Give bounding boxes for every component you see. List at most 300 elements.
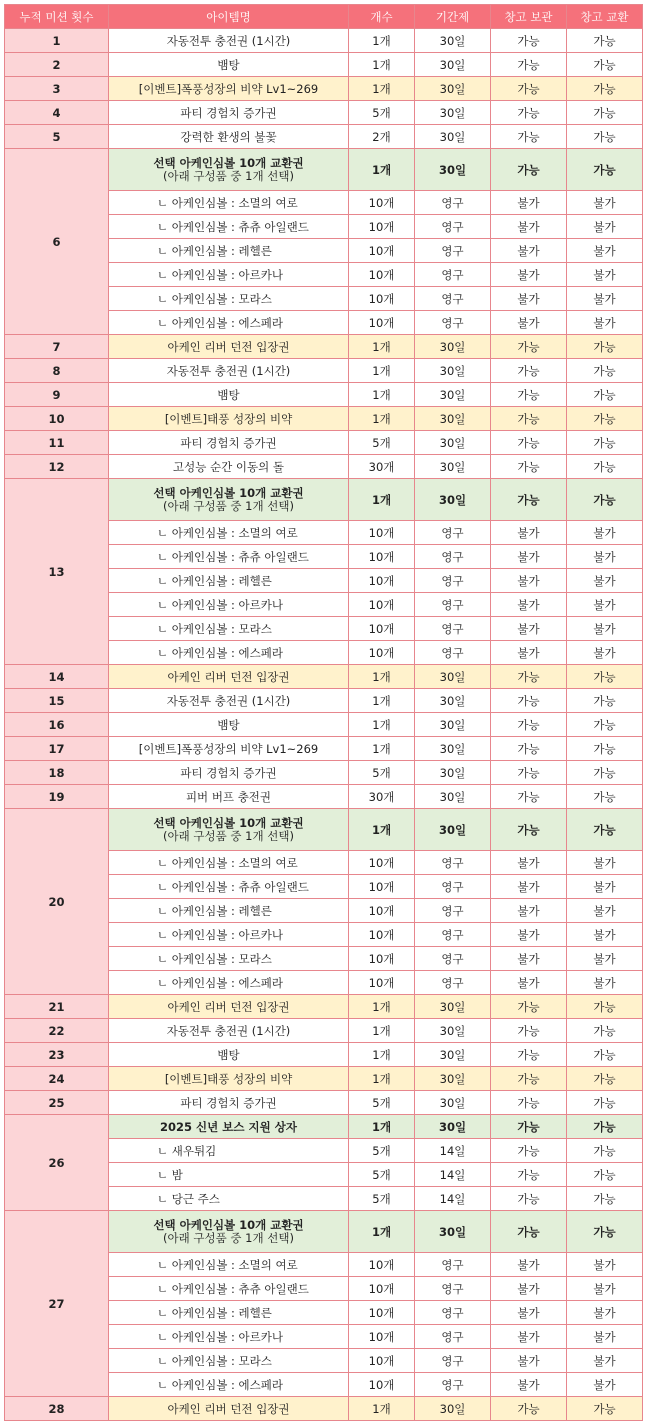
storage-cell: 가능: [491, 1043, 567, 1067]
quantity-cell: 10개: [349, 617, 415, 641]
exchange-cell: 불가: [567, 545, 643, 569]
exchange-cell: 불가: [567, 971, 643, 995]
exchange-cell: 가능: [567, 785, 643, 809]
quantity-cell: 5개: [349, 1163, 415, 1187]
exchange-cell: 불가: [567, 641, 643, 665]
quantity-cell: 1개: [349, 1067, 415, 1091]
quantity-cell: 1개: [349, 1211, 415, 1253]
mission-number-cell: 19: [5, 785, 109, 809]
exchange-cell: 가능: [567, 737, 643, 761]
mission-number-cell: 12: [5, 455, 109, 479]
table-row: [5, 689, 643, 713]
table-row: [5, 1211, 643, 1253]
table-row: [5, 995, 643, 1019]
period-cell: 영구: [415, 851, 491, 875]
exchange-cell: 가능: [567, 101, 643, 125]
period-cell: 영구: [415, 191, 491, 215]
mission-number-cell: 13: [5, 479, 109, 665]
storage-cell: 불가: [491, 263, 567, 287]
item-name-cell: 2025 신년 보스 지원 상자: [109, 1115, 349, 1139]
quantity-cell: 10개: [349, 923, 415, 947]
storage-cell: 가능: [491, 713, 567, 737]
exchange-cell: 가능: [567, 1211, 643, 1253]
item-name-cell: 피버 버프 충전권: [109, 785, 349, 809]
table-row: [5, 1091, 643, 1115]
item-name-text: 선택 아케인심볼 10개 교환권: [153, 816, 304, 830]
table-row: [5, 1043, 643, 1067]
exchange-cell: 불가: [567, 521, 643, 545]
exchange-cell: 가능: [567, 431, 643, 455]
exchange-cell: 가능: [567, 713, 643, 737]
mission-number-cell: 4: [5, 101, 109, 125]
table-row: [5, 761, 643, 785]
mission-number-cell: 5: [5, 125, 109, 149]
quantity-cell: 30개: [349, 785, 415, 809]
item-name-cell: ㄴ 아케인심볼 : 소멸의 여로: [109, 851, 349, 875]
mission-number-cell: 6: [5, 149, 109, 335]
period-cell: 30일: [415, 77, 491, 101]
quantity-cell: 5개: [349, 761, 415, 785]
storage-cell: 불가: [491, 1253, 567, 1277]
exchange-cell: 불가: [567, 215, 643, 239]
quantity-cell: 10개: [349, 215, 415, 239]
quantity-cell: 1개: [349, 407, 415, 431]
storage-cell: 불가: [491, 899, 567, 923]
period-cell: 30일: [415, 335, 491, 359]
storage-cell: 불가: [491, 1349, 567, 1373]
period-cell: 30일: [415, 761, 491, 785]
period-cell: 30일: [415, 455, 491, 479]
item-name-cell: ㄴ 아케인심볼 : 츄츄 아일랜드: [109, 215, 349, 239]
item-name-cell: ㄴ 새우튀김: [109, 1139, 349, 1163]
exchange-cell: 불가: [567, 593, 643, 617]
exchange-cell: 가능: [567, 359, 643, 383]
quantity-cell: 5개: [349, 431, 415, 455]
period-cell: 영구: [415, 569, 491, 593]
period-cell: 30일: [415, 809, 491, 851]
quantity-cell: 5개: [349, 1139, 415, 1163]
header-period: 기간제: [415, 5, 491, 29]
table-row: [5, 431, 643, 455]
item-name-cell: ㄴ 아케인심볼 : 레헬른: [109, 899, 349, 923]
item-name-cell: 아케인 리버 던전 입장권: [109, 335, 349, 359]
exchange-cell: 가능: [567, 1397, 643, 1421]
storage-cell: 가능: [491, 995, 567, 1019]
period-cell: 영구: [415, 287, 491, 311]
quantity-cell: 10개: [349, 875, 415, 899]
period-cell: 14일: [415, 1187, 491, 1211]
item-name-cell: [109, 809, 349, 851]
quantity-cell: 5개: [349, 1091, 415, 1115]
storage-cell: 가능: [491, 101, 567, 125]
storage-cell: 가능: [491, 665, 567, 689]
quantity-cell: 1개: [349, 995, 415, 1019]
exchange-cell: 불가: [567, 239, 643, 263]
exchange-cell: 가능: [567, 455, 643, 479]
storage-cell: 불가: [491, 947, 567, 971]
mission-reward-table: [4, 4, 643, 1421]
item-name-subtext: (아래 구성품 중 1개 선택): [163, 499, 294, 513]
storage-cell: 불가: [491, 191, 567, 215]
exchange-cell: 불가: [567, 899, 643, 923]
period-cell: 30일: [415, 1091, 491, 1115]
quantity-cell: 10개: [349, 851, 415, 875]
period-cell: 30일: [415, 1211, 491, 1253]
item-name-cell: 뱀탕: [109, 713, 349, 737]
item-name-subtext: (아래 구성품 중 1개 선택): [163, 169, 294, 183]
item-name-text: 선택 아케인심볼 10개 교환권: [153, 486, 304, 500]
header-mission-count: 누적 미션 횟수: [5, 5, 109, 29]
quantity-cell: 5개: [349, 101, 415, 125]
item-name-cell: ㄴ 아케인심볼 : 츄츄 아일랜드: [109, 545, 349, 569]
item-name-cell: ㄴ 밤: [109, 1163, 349, 1187]
period-cell: 30일: [415, 359, 491, 383]
quantity-cell: 1개: [349, 1115, 415, 1139]
quantity-cell: 1개: [349, 53, 415, 77]
item-name-cell: 아케인 리버 던전 입장권: [109, 1397, 349, 1421]
exchange-cell: 가능: [567, 1139, 643, 1163]
exchange-cell: 가능: [567, 809, 643, 851]
table-row: [5, 77, 643, 101]
quantity-cell: 1개: [349, 1019, 415, 1043]
period-cell: 영구: [415, 971, 491, 995]
period-cell: 30일: [415, 149, 491, 191]
storage-cell: 가능: [491, 29, 567, 53]
item-name-cell: ㄴ 아케인심볼 : 아르카나: [109, 263, 349, 287]
mission-number-cell: 22: [5, 1019, 109, 1043]
item-name-cell: [109, 479, 349, 521]
mission-number-cell: 21: [5, 995, 109, 1019]
exchange-cell: 가능: [567, 689, 643, 713]
storage-cell: 불가: [491, 1373, 567, 1397]
period-cell: 영구: [415, 875, 491, 899]
quantity-cell: 10개: [349, 1373, 415, 1397]
exchange-cell: 가능: [567, 995, 643, 1019]
mission-number-cell: 23: [5, 1043, 109, 1067]
quantity-cell: 10개: [349, 1253, 415, 1277]
period-cell: 14일: [415, 1163, 491, 1187]
exchange-cell: 불가: [567, 1349, 643, 1373]
mission-number-cell: 24: [5, 1067, 109, 1091]
item-name-text: 선택 아케인심볼 10개 교환권: [153, 1218, 304, 1232]
exchange-cell: 불가: [567, 875, 643, 899]
quantity-cell: 10개: [349, 311, 415, 335]
storage-cell: 가능: [491, 479, 567, 521]
item-name-cell: 아케인 리버 던전 입장권: [109, 995, 349, 1019]
item-name-cell: 고성능 순간 이동의 돌: [109, 455, 349, 479]
period-cell: 30일: [415, 407, 491, 431]
exchange-cell: 가능: [567, 479, 643, 521]
storage-cell: 가능: [491, 359, 567, 383]
storage-cell: 가능: [491, 761, 567, 785]
period-cell: 30일: [415, 665, 491, 689]
exchange-cell: 가능: [567, 53, 643, 77]
item-name-cell: ㄴ 아케인심볼 : 소멸의 여로: [109, 521, 349, 545]
table-row: [5, 149, 643, 191]
item-name-cell: ㄴ 아케인심볼 : 소멸의 여로: [109, 191, 349, 215]
item-name-cell: ㄴ 아케인심볼 : 에스페라: [109, 971, 349, 995]
quantity-cell: 10개: [349, 263, 415, 287]
storage-cell: 가능: [491, 737, 567, 761]
storage-cell: 불가: [491, 641, 567, 665]
period-cell: 30일: [415, 689, 491, 713]
storage-cell: 가능: [491, 407, 567, 431]
exchange-cell: 가능: [567, 1163, 643, 1187]
exchange-cell: 가능: [567, 1091, 643, 1115]
storage-cell: 불가: [491, 1277, 567, 1301]
item-name-cell: 뱀탕: [109, 53, 349, 77]
item-name-cell: ㄴ 아케인심볼 : 레헬른: [109, 1301, 349, 1325]
item-name-cell: ㄴ 아케인심볼 : 모라스: [109, 287, 349, 311]
period-cell: 영구: [415, 1301, 491, 1325]
item-name-cell: ㄴ 아케인심볼 : 모라스: [109, 1349, 349, 1373]
storage-cell: 가능: [491, 383, 567, 407]
table-row: [5, 383, 643, 407]
mission-number-cell: 20: [5, 809, 109, 995]
storage-cell: 가능: [491, 149, 567, 191]
storage-cell: 불가: [491, 875, 567, 899]
storage-cell: 불가: [491, 311, 567, 335]
period-cell: 30일: [415, 1043, 491, 1067]
item-name-cell: ㄴ 아케인심볼 : 아르카나: [109, 593, 349, 617]
quantity-cell: 1개: [349, 689, 415, 713]
exchange-cell: 불가: [567, 1325, 643, 1349]
table-row: [5, 785, 643, 809]
mission-number-cell: 17: [5, 737, 109, 761]
table-row: [5, 125, 643, 149]
table-row: [5, 29, 643, 53]
exchange-cell: 불가: [567, 923, 643, 947]
storage-cell: 가능: [491, 77, 567, 101]
header-storage: 창고 보관: [491, 5, 567, 29]
storage-cell: 가능: [491, 125, 567, 149]
storage-cell: 가능: [491, 431, 567, 455]
table-row: [5, 809, 643, 851]
exchange-cell: 불가: [567, 1373, 643, 1397]
quantity-cell: 30개: [349, 455, 415, 479]
item-name-cell: 파티 경험치 증가권: [109, 431, 349, 455]
exchange-cell: 가능: [567, 1067, 643, 1091]
item-name-cell: [이벤트]태풍 성장의 비약: [109, 1067, 349, 1091]
header-row: [5, 5, 643, 29]
quantity-cell: 1개: [349, 713, 415, 737]
item-name-cell: 아케인 리버 던전 입장권: [109, 665, 349, 689]
storage-cell: 불가: [491, 521, 567, 545]
quantity-cell: 1개: [349, 809, 415, 851]
period-cell: 30일: [415, 431, 491, 455]
period-cell: 영구: [415, 263, 491, 287]
quantity-cell: 2개: [349, 125, 415, 149]
quantity-cell: 10개: [349, 971, 415, 995]
table-row: [5, 737, 643, 761]
period-cell: 30일: [415, 53, 491, 77]
item-name-cell: 자동전투 충전권 (1시간): [109, 359, 349, 383]
exchange-cell: 가능: [567, 77, 643, 101]
storage-cell: 가능: [491, 335, 567, 359]
storage-cell: 불가: [491, 287, 567, 311]
header-quantity: 개수: [349, 5, 415, 29]
storage-cell: 불가: [491, 1301, 567, 1325]
mission-reward-table-container: [4, 4, 643, 1421]
table-body: [5, 29, 643, 1421]
item-name-cell: 파티 경험치 증가권: [109, 101, 349, 125]
item-name-cell: 파티 경험치 증가권: [109, 1091, 349, 1115]
item-name-cell: ㄴ 아케인심볼 : 아르카나: [109, 1325, 349, 1349]
storage-cell: 불가: [491, 215, 567, 239]
storage-cell: 가능: [491, 1187, 567, 1211]
storage-cell: 가능: [491, 1115, 567, 1139]
period-cell: 30일: [415, 737, 491, 761]
period-cell: 30일: [415, 713, 491, 737]
mission-number-cell: 3: [5, 77, 109, 101]
period-cell: 영구: [415, 899, 491, 923]
item-name-cell: [이벤트]태풍 성장의 비약: [109, 407, 349, 431]
item-name-cell: 강력한 환생의 불꽃: [109, 125, 349, 149]
item-name-subtext: (아래 구성품 중 1개 선택): [163, 1231, 294, 1245]
exchange-cell: 가능: [567, 407, 643, 431]
quantity-cell: 10개: [349, 947, 415, 971]
period-cell: 30일: [415, 1115, 491, 1139]
period-cell: 14일: [415, 1139, 491, 1163]
quantity-cell: 10개: [349, 569, 415, 593]
quantity-cell: 1개: [349, 149, 415, 191]
exchange-cell: 불가: [567, 851, 643, 875]
exchange-cell: 가능: [567, 761, 643, 785]
quantity-cell: 10개: [349, 1301, 415, 1325]
period-cell: 30일: [415, 785, 491, 809]
item-name-cell: 자동전투 충전권 (1시간): [109, 1019, 349, 1043]
table-row: [5, 479, 643, 521]
item-name-cell: ㄴ 아케인심볼 : 츄츄 아일랜드: [109, 875, 349, 899]
storage-cell: 불가: [491, 971, 567, 995]
item-name-cell: 자동전투 충전권 (1시간): [109, 29, 349, 53]
mission-number-cell: 9: [5, 383, 109, 407]
quantity-cell: 10개: [349, 1277, 415, 1301]
period-cell: 30일: [415, 995, 491, 1019]
period-cell: 30일: [415, 125, 491, 149]
mission-number-cell: 28: [5, 1397, 109, 1421]
mission-number-cell: 11: [5, 431, 109, 455]
exchange-cell: 가능: [567, 1187, 643, 1211]
exchange-cell: 불가: [567, 947, 643, 971]
period-cell: 30일: [415, 383, 491, 407]
quantity-cell: 10개: [349, 287, 415, 311]
exchange-cell: 가능: [567, 29, 643, 53]
quantity-cell: 1개: [349, 29, 415, 53]
storage-cell: 불가: [491, 851, 567, 875]
exchange-cell: 가능: [567, 149, 643, 191]
exchange-cell: 불가: [567, 1277, 643, 1301]
exchange-cell: 불가: [567, 191, 643, 215]
storage-cell: 가능: [491, 53, 567, 77]
storage-cell: 불가: [491, 593, 567, 617]
period-cell: 영구: [415, 215, 491, 239]
quantity-cell: 1개: [349, 1397, 415, 1421]
storage-cell: 불가: [491, 923, 567, 947]
mission-number-cell: 18: [5, 761, 109, 785]
quantity-cell: 10개: [349, 593, 415, 617]
period-cell: 영구: [415, 923, 491, 947]
period-cell: 30일: [415, 1397, 491, 1421]
mission-number-cell: 27: [5, 1211, 109, 1397]
quantity-cell: 5개: [349, 1187, 415, 1211]
mission-number-cell: 7: [5, 335, 109, 359]
quantity-cell: 1개: [349, 1043, 415, 1067]
quantity-cell: 10개: [349, 641, 415, 665]
quantity-cell: 10개: [349, 521, 415, 545]
quantity-cell: 1개: [349, 665, 415, 689]
period-cell: 30일: [415, 101, 491, 125]
storage-cell: 가능: [491, 1211, 567, 1253]
period-cell: 영구: [415, 521, 491, 545]
period-cell: 영구: [415, 545, 491, 569]
period-cell: 영구: [415, 641, 491, 665]
storage-cell: 불가: [491, 569, 567, 593]
item-name-cell: [이벤트]폭풍성장의 비약 Lv1~269: [109, 77, 349, 101]
item-name-cell: 자동전투 충전권 (1시간): [109, 689, 349, 713]
storage-cell: 불가: [491, 239, 567, 263]
item-name-cell: ㄴ 아케인심볼 : 모라스: [109, 947, 349, 971]
item-name-cell: 뱀탕: [109, 1043, 349, 1067]
item-name-cell: 뱀탕: [109, 383, 349, 407]
quantity-cell: 10개: [349, 1325, 415, 1349]
period-cell: 영구: [415, 1253, 491, 1277]
period-cell: 30일: [415, 1067, 491, 1091]
storage-cell: 불가: [491, 617, 567, 641]
exchange-cell: 불가: [567, 263, 643, 287]
item-name-cell: ㄴ 아케인심볼 : 모라스: [109, 617, 349, 641]
storage-cell: 가능: [491, 455, 567, 479]
storage-cell: 가능: [491, 785, 567, 809]
quantity-cell: 1개: [349, 359, 415, 383]
table-row: [5, 455, 643, 479]
exchange-cell: 불가: [567, 1301, 643, 1325]
header-exchange: 창고 교환: [567, 5, 643, 29]
period-cell: 영구: [415, 1349, 491, 1373]
mission-number-cell: 15: [5, 689, 109, 713]
exchange-cell: 가능: [567, 125, 643, 149]
table-row: [5, 1397, 643, 1421]
exchange-cell: 가능: [567, 1043, 643, 1067]
item-name-cell: ㄴ 아케인심볼 : 에스페라: [109, 311, 349, 335]
item-name-cell: ㄴ 아케인심볼 : 츄츄 아일랜드: [109, 1277, 349, 1301]
exchange-cell: 불가: [567, 617, 643, 641]
storage-cell: 가능: [491, 689, 567, 713]
table-header: [5, 5, 643, 29]
mission-number-cell: 10: [5, 407, 109, 431]
table-row: [5, 1115, 643, 1139]
item-name-cell: ㄴ 아케인심볼 : 소멸의 여로: [109, 1253, 349, 1277]
table-row: [5, 1067, 643, 1091]
period-cell: 영구: [415, 1325, 491, 1349]
storage-cell: 불가: [491, 545, 567, 569]
exchange-cell: 가능: [567, 335, 643, 359]
exchange-cell: 가능: [567, 665, 643, 689]
mission-number-cell: 8: [5, 359, 109, 383]
storage-cell: 가능: [491, 1019, 567, 1043]
period-cell: 30일: [415, 1019, 491, 1043]
period-cell: 영구: [415, 311, 491, 335]
period-cell: 30일: [415, 29, 491, 53]
period-cell: 영구: [415, 617, 491, 641]
exchange-cell: 불가: [567, 569, 643, 593]
item-name-cell: ㄴ 당근 주스: [109, 1187, 349, 1211]
storage-cell: 불가: [491, 1325, 567, 1349]
item-name-cell: ㄴ 아케인심볼 : 레헬른: [109, 239, 349, 263]
item-name-cell: [이벤트]폭풍성장의 비약 Lv1~269: [109, 737, 349, 761]
table-row: [5, 53, 643, 77]
quantity-cell: 10개: [349, 899, 415, 923]
